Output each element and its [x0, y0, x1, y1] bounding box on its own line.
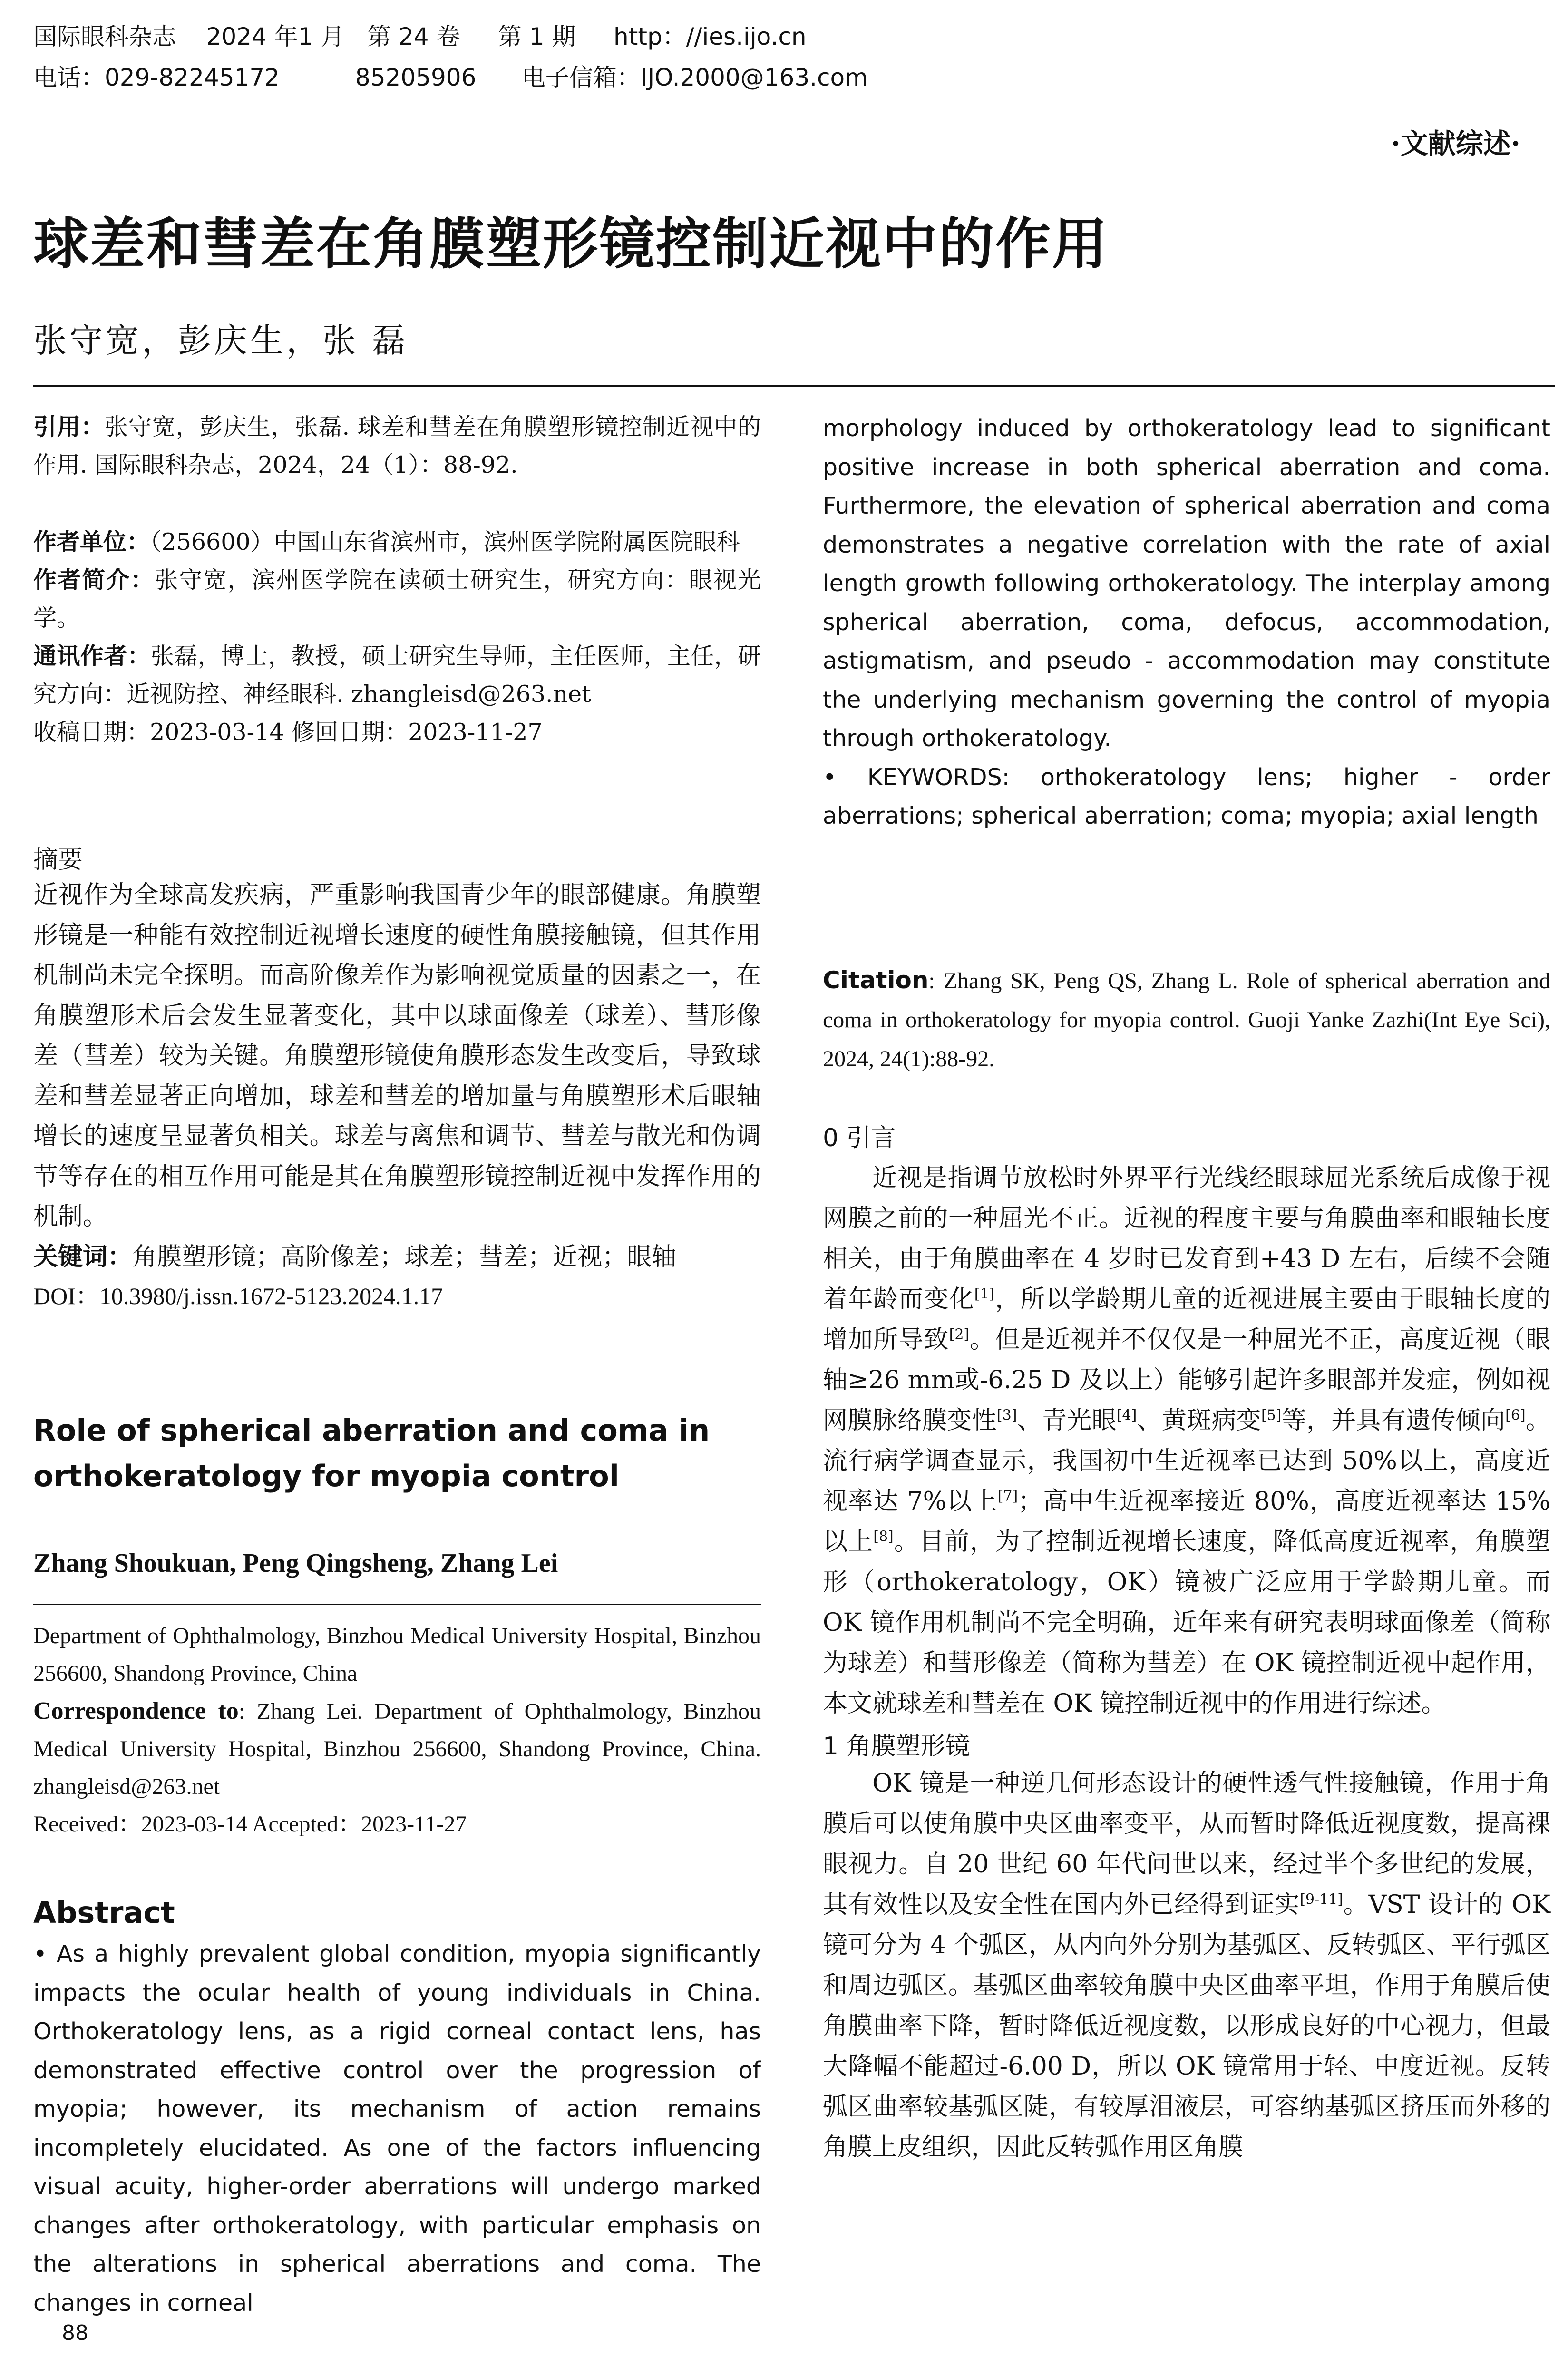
page-number: 88 — [62, 2321, 88, 2345]
ref-8: [8] — [873, 1528, 894, 1545]
en-affil: Department of Ophthalmology, Binzhou Medical University Hospital, Binzhou 256600, Shandong Province, China — [33, 1623, 761, 1686]
keywords-en: • KEYWORDS: orthokeratology lens; higher - order aberrations; spherical aberration; coma; myopia; axial length — [823, 763, 1550, 829]
en-authors: Zhang Shoukuan, Peng Qingsheng, Zhang Lei — [33, 1549, 558, 1578]
ref-5: [5] — [1261, 1407, 1282, 1424]
section-tag: ·文献综述· — [1391, 127, 1520, 160]
citation-text: 张守宽，彭庆生，张磊. 球差和彗差在角膜塑形镜控制近视中的作用. 国际眼科杂志，2024，24（1）：88-92. — [33, 413, 761, 478]
section-0-text: 近视是指调节放松时外界平行光线经眼球屈光系统后成像于视网膜之前的一种屈光不正。近视的程度主要与角膜曲率和眼轴长度相关，由于角膜曲率在 4 岁时已发育到+43 D 左右，后续不会随着年龄而变化[1]，所以学龄期儿童的近视进展主要由于眼轴长度的增加所导致[2]。但是近视并不仅仅是一种屈光不正，高度近视（眼轴≥26 mm或-6.25 D 及以上）能够引起许多眼部并发症，例如视网膜脉络膜变性[3]、青光眼[4]、黄斑病变[5]等，并具有遗传倾向[6]。流行病学调查显示，我国初中生近视率已达到 50%以上，高度近视率达 7%以上[7]；高中生近视率接近 80%，高度近视率达 15%以上[8]。目前，为了控制近视增长速度，降低高度近视率，角膜塑形（orthokeratology，OK）镜被广泛应用于学龄期儿童。而 OK 镜作用机制尚不完全明确，近年来有研究表明球面像差（简称为球差）和彗形像差（简称为彗差）在 OK 镜控制近视中起作用，本文就球差和彗差在 OK 镜控制近视中的作用进行综述。 — [823, 1164, 1551, 1718]
abstract-en-block — [33, 1895, 761, 2322]
citation-en-label: Citation — [823, 966, 929, 994]
affil-text: （256600）中国山东省滨州市，滨州医学院附属医院眼科 — [150, 528, 740, 555]
dates-zh: 收稿日期：2023-03-14 修回日期：2023-11-27 — [33, 719, 543, 746]
journal-header-line2: 电话：029-82245172 85205906 电子信箱：IJO.2000@163.com — [33, 64, 868, 91]
abstract-en-heading: Abstract — [33, 1895, 175, 1930]
en-dates: Received：2023-03-14 Accepted：2023-11-27 — [33, 1812, 467, 1837]
keywords-label: 关键词： — [33, 1242, 133, 1271]
abstract-en-continued: morphology induced by orthokeratology lead to significant positive increase in both spherical aberration and coma. Furthermore, the elevation of spherical aberration and coma demonstrates a negative correlation with the rate of axial length growth following orthokeratology. The interplay among spherical aberration, coma, defocus, accommodation, astigmatism, and pseudo - accommodation may constitute the underlying mechanism governing the control of myopia through orthokeratology. — [823, 415, 1550, 752]
abstract-zh-heading: 摘要 — [33, 846, 83, 874]
abstract-zh-block — [33, 839, 761, 1315]
section-1-heading: 1 角膜塑形镜 — [823, 1732, 970, 1761]
en-title-block — [33, 1408, 761, 1499]
citation-en-text: : Zhang SK, Peng QS, Zhang L. Role of spherical aberration and coma in orthokeratology for myopia control. Guoji Yanke Zazhi(Int Eye Sci), 2024, 24(1):88-92. — [823, 968, 1550, 1072]
ref-1: [1] — [974, 1286, 995, 1303]
citation-en-block — [823, 961, 1550, 1079]
en-authors-rule — [33, 1604, 761, 1605]
corr-label: 通讯作者： — [33, 643, 151, 670]
ref-2: [2] — [949, 1326, 970, 1343]
corr-text: 张磊，博士，教授，硕士研究生导师，主任医师，主任，研究方向：近视防控、神经眼科. zhangleisd@263.net — [33, 643, 761, 708]
section-1-text: OK 镜是一种逆几何形态设计的硬性透气性接触镜，作用于角膜后可以使角膜中央区曲率变平，从而暂时降低近视度数，提高裸眼视力。自 20 世纪 60 年代问世以来，经过半个多世纪的发展，其有效性以及安全性在国内外已经得到证实[9-11]。VST 设计的 OK 镜可分为 4 个弧区，从内向外分别为基弧区、反转弧区、平行弧区和周边弧区。基弧区曲率较角膜中央区曲率平坦，作用于角膜后使角膜曲率下降，暂时降低近视度数，以形成良好的中心视力，但最大降幅不能超过-6.00 D，所以 OK 镜常用于轻、中度近视。反转弧区曲率较基弧区陡，有较厚泪液层，可容纳基弧区挤压而外移的角膜上皮组织，因此反转弧作用区角膜 — [823, 1769, 1550, 2162]
journal-header-line1: 国际眼科杂志 2024 年1 月 第 24 卷 第 1 期 http：//ies.ijo.cn — [33, 23, 807, 50]
bio-text: 张守宽，滨州医学院在读硕士研究生，研究方向：眼视光学。 — [33, 566, 761, 632]
en-affil-block — [33, 1617, 761, 1843]
doi: DOI：10.3980/j.issn.1672-5123.2024.1.17 — [33, 1282, 443, 1309]
section-0 — [823, 1118, 1550, 2168]
citation-block — [33, 408, 761, 484]
keywords-text: 角膜塑形镜；高阶像差；球差；彗差；近视；眼轴 — [132, 1242, 677, 1271]
bio-label: 作者简介： — [33, 566, 155, 594]
citation-label: 引用： — [33, 413, 105, 440]
authors-zh: 张守宽，彭庆生，张 磊 — [33, 321, 409, 360]
ref-3: [3] — [996, 1407, 1017, 1424]
abstract-en-text: • As a highly prevalent global condition, myopia significantly impacts the ocular health of young individuals in China. Orthokeratology lens, as a rigid corneal contact lens, has demonstrated effective control over the progression of myopia; however, its mechanism of action remains incompletely elucidated. As one of the factors influencing visual acuity, higher-order aberrations will undergo marked changes after orthokeratology, with particular emphasis on the alterations in spherical aberrations and coma. The changes in corneal — [33, 1940, 761, 2317]
section-0-heading: 0 引言 — [823, 1124, 896, 1152]
en-authors-block — [33, 1548, 761, 1578]
ref-7: [7] — [997, 1488, 1018, 1505]
en-title: Role of spherical aberration and coma in orthokeratology for myopia control — [33, 1413, 710, 1493]
affil-label: 作者单位： — [33, 528, 150, 555]
ref-6: [6] — [1505, 1407, 1526, 1424]
author-info-block — [33, 523, 761, 751]
page-title: 球差和彗差在角膜塑形镜控制近视中的作用 — [33, 212, 1109, 276]
en-corr-label: Correspondence to — [33, 1697, 239, 1724]
abstract-zh-text: 近视作为全球高发疾病，严重影响我国青少年的眼部健康。角膜塑形镜是一种能有效控制近视增长速度的硬性角膜接触镜，但其作用机制尚未完全探明。而高阶像差作为影响视觉质量的因素之一，在角膜塑形术后会发生显著变化，其中以球面像差（球差）、彗形像差（彗差）较为关键。角膜塑形镜使角膜形态发生改变后，导致球差和彗差显著正向增加，球差和彗差的增加量与角膜塑形术后眼轴增长的速度呈显著负相关。球差与离焦和调节、彗差与散光和伪调节等存在的相互作用可能是其在角膜塑形镜控制近视中发挥作用的机制。 — [33, 881, 761, 1231]
ref-9-11: [9-11] — [1300, 1891, 1343, 1908]
ref-4: [4] — [1116, 1407, 1137, 1424]
en-corr-text: : Zhang Lei. Department of Ophthalmology, Binzhou Medical University Hospital, Binzhou 256600, Shandong Province, China. zhangleisd@263.net — [33, 1699, 761, 1799]
abstract-en-cont-block — [823, 409, 1550, 836]
title-rule — [33, 385, 1555, 387]
